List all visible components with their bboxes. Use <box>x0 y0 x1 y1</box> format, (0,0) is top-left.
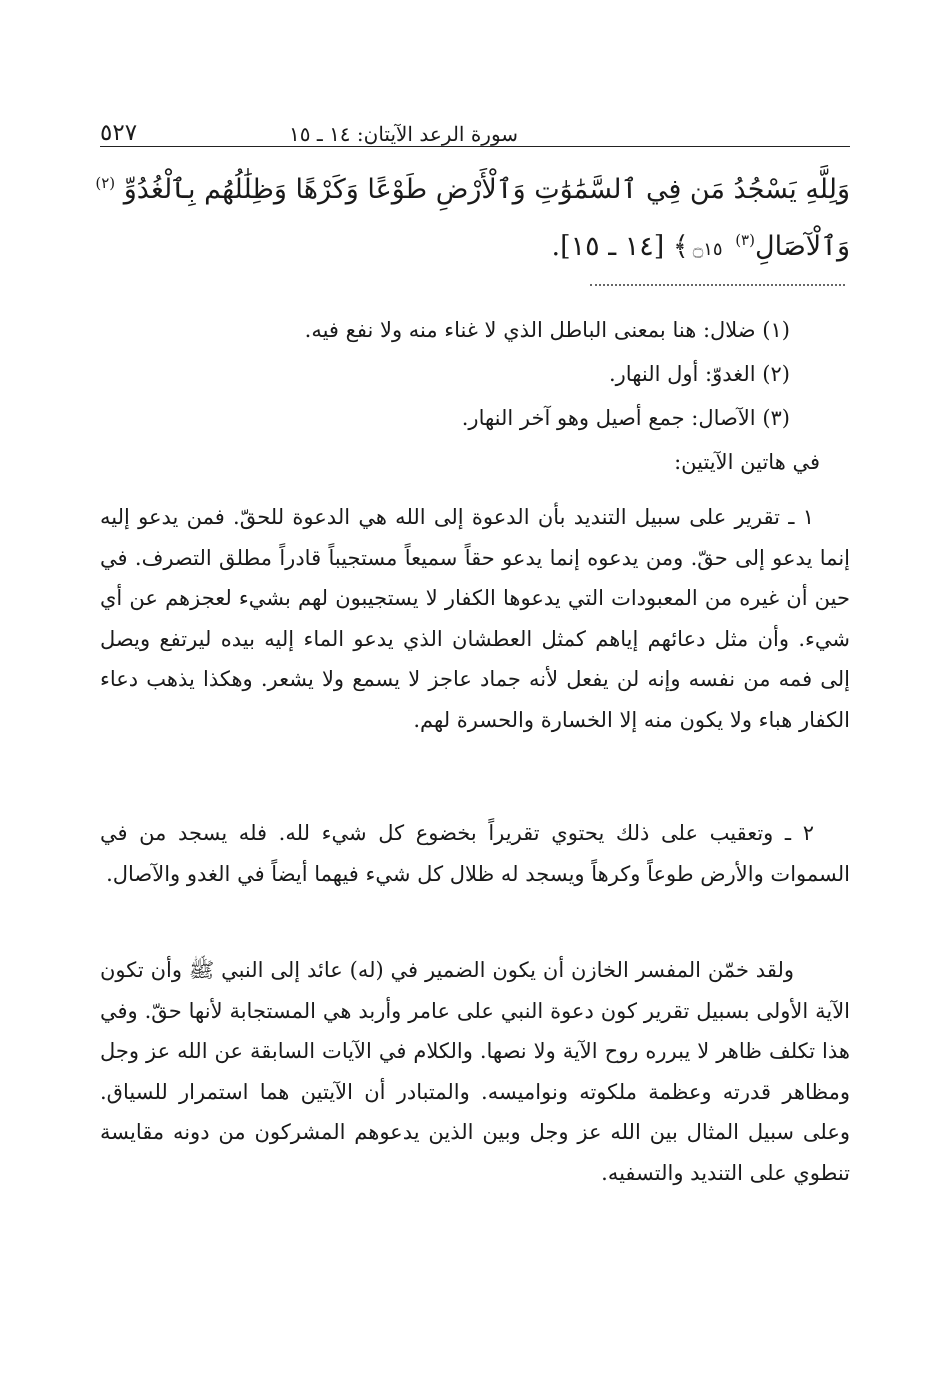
footnote-marker-3: (٣) <box>735 231 755 249</box>
verse-line-2 <box>100 215 850 275</box>
paragraph-3-text: ولقد خمّن المفسر الخازن أن يكون الضمير في (له) عائد إلى النبي ﷺ وأن تكون الآية الأولى بسبيل تقرير كون دعوة النبي على عامر وأربد هي المستجابة لأنها حقّ. وفي هذا تكلف ظاهر لا يبرره روح الآية ولا نصها. والكلام في الآيات السابقة عن الله عز وجل ومظاهر قدرته وعظمة ملكوته ونواميسه. والمتبادر أن الآيتين هما استمرار للسياق. وعلى سبيل المثال بين الله عز وجل وبين الذين يدعوهم المشركون من دونه مقايسة تنطوي على التنديد والتسفيه. <box>100 958 850 1185</box>
paragraph-1 <box>100 497 850 740</box>
ayah-number-marker: ۝١٥ <box>692 239 723 260</box>
page-header <box>100 112 850 147</box>
paragraph-2 <box>100 813 850 894</box>
page-number: ٥٢٧ <box>100 120 138 146</box>
paragraph-3 <box>100 950 850 1193</box>
footnote-separator <box>590 284 845 286</box>
verse-line-1 <box>95 158 850 215</box>
paragraph-2-text: ٢ ـ وتعقيب على ذلك يحتوي تقريراً بخضوع كل شيء لله. فله يسجد من في السموات والأرض طوعاً وكرهاً ويسجد له ظلال كل شيء فيهما أيضاً في الغدو والآصال. <box>100 821 850 886</box>
footnote-2: (٢) الغدوّ: أول النهار. <box>608 362 790 386</box>
verse-line-2-text: وَٱلْآصَالِ <box>754 231 850 262</box>
verse-line-1-text: وَلِلَّهِ يَسْجُدُ مَن فِي ٱلسَّمَٰوَٰتِ وَٱلْأَرْضِ طَوْعًا وَكَرْهًا وَظِلَٰلُهُم بِٱلْغُدُوِّ <box>123 174 850 205</box>
verse-reference: ﴾ [١٤ ـ ١٥]. <box>551 231 689 262</box>
footnote-1: (١) ضلال: هنا بمعنى الباطل الذي لا غناء منه ولا نفع فيه. <box>304 318 790 342</box>
paragraph-1-text: ١ ـ تقرير على سبيل التنديد بأن الدعوة إلى الله هي الدعوة للحقّ. فمن يدعو إليه إنما يدعو إلى حقّ. ومن يدعوه إنما يدعو حقاً سميعاً مستجيباً قادراً مطلق التصرف. في حين أن غيره من المعبودات التي يدعوها الكفار لا يستجيبون لهم بشيء لعجزهم عن أي شيء. وأن مثل دعائهم إياهم كمثل العطشان الذي يدعو الماء إليه بيده ليرتفع ويصل إلى فمه من نفسه وإنه لن يفعل لأنه جماد عاجز لا يسمع ولا يشعر. وهكذا يذهب دعاء الكفار هباء ولا يكون منه إلا الخسارة والحسرة لهم. <box>100 505 850 732</box>
section-heading: في هاتين الآيتين: <box>674 450 820 474</box>
footnote-3: (٣) الآصال: جمع أصيل وهو آخر النهار. <box>461 406 790 430</box>
ayah-number: ١٥ <box>703 239 723 260</box>
footnote-marker-2: (٢) <box>95 174 116 192</box>
running-title: سورة الرعد الآيتان: ١٤ ـ ١٥ <box>289 122 519 146</box>
quran-verse <box>95 158 850 275</box>
footnotes <box>100 308 790 440</box>
